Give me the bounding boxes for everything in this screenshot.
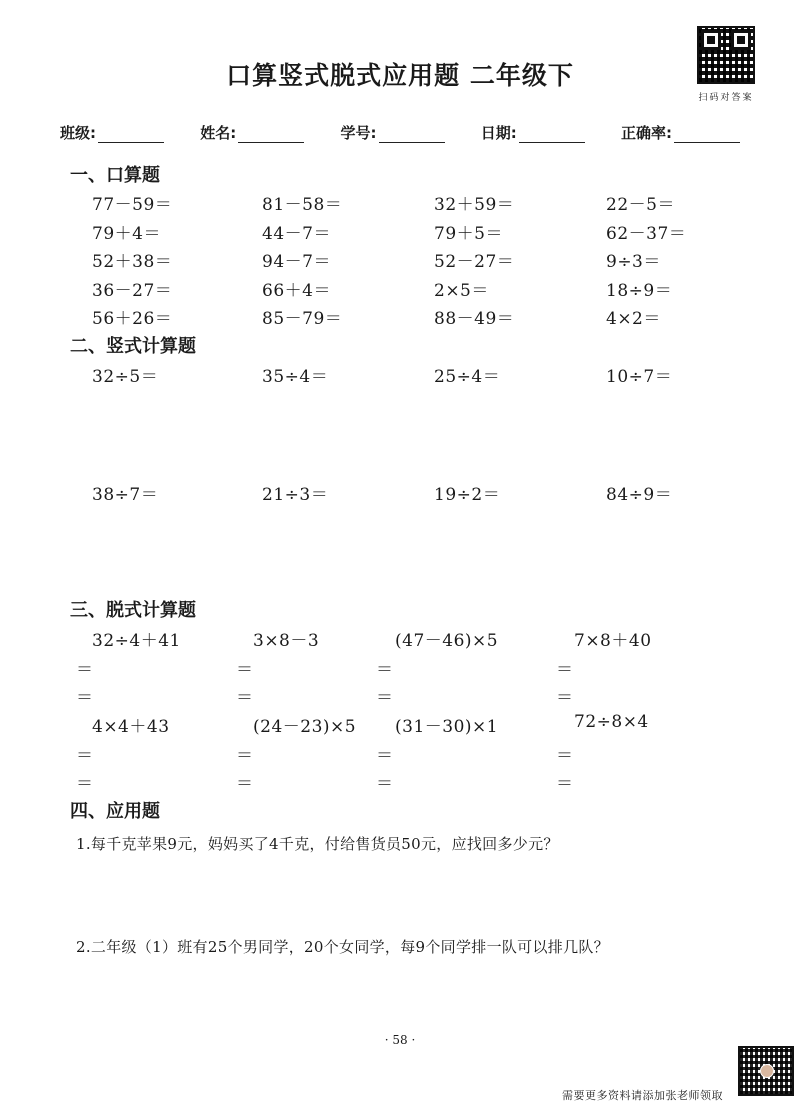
oral-problem: 88－49＝ — [434, 309, 515, 329]
equals-sign: ＝ — [376, 774, 393, 794]
oral-problem: 32＋59＝ — [434, 195, 515, 215]
vertical-problem: 19÷2＝ — [434, 485, 501, 505]
accuracy-field — [621, 122, 740, 143]
student-no-field — [341, 122, 445, 143]
section4-heading: 四、应用题 — [70, 801, 160, 822]
section1-heading: 一、口算题 — [70, 165, 160, 186]
class-field — [60, 122, 164, 143]
student-no-blank — [379, 126, 445, 143]
word-problem-2: 2.二年级（1）班有25个男同学，20个女同学，每9个同学排一队可以排几队？ — [76, 938, 609, 956]
oral-problem: 56＋26＝ — [92, 309, 173, 329]
student-info-row — [60, 122, 740, 143]
section3-heading: 三、脱式计算题 — [70, 600, 196, 621]
qr-caption: 扫码对答案 — [698, 93, 754, 103]
equals-sign: ＝ — [236, 660, 253, 680]
equals-sign: ＝ — [556, 746, 573, 766]
oral-problem: 9÷3＝ — [606, 252, 661, 272]
equals-sign: ＝ — [556, 688, 573, 708]
oral-problem: 94－7＝ — [262, 252, 331, 272]
accuracy-blank — [674, 126, 740, 143]
stepwise-problem: 72÷8×4 — [574, 712, 649, 732]
oral-problem: 79＋4＝ — [92, 224, 161, 244]
date-label: 日期: — [480, 124, 517, 142]
vertical-problem: 32÷5＝ — [92, 367, 159, 387]
vertical-problem: 10÷7＝ — [606, 367, 673, 387]
date-blank — [519, 126, 585, 143]
equals-sign: ＝ — [376, 688, 393, 708]
oral-problem: 81－58＝ — [262, 195, 343, 215]
oral-problem: 18÷9＝ — [606, 281, 673, 301]
stepwise-problem: 4×4＋43 — [92, 717, 170, 737]
oral-problem: 85－79＝ — [262, 309, 343, 329]
footer-note: 需要更多资料请添加张老师领取 — [562, 1089, 723, 1102]
class-blank — [98, 126, 164, 143]
oral-problem: 36－27＝ — [92, 281, 173, 301]
date-field — [481, 122, 585, 143]
avatar — [760, 1064, 774, 1078]
page-number: · 58 · — [384, 1033, 416, 1047]
answer-qr-block — [690, 26, 762, 103]
name-field — [200, 122, 304, 143]
equals-sign: ＝ — [236, 688, 253, 708]
oral-problem: 44－7＝ — [262, 224, 331, 244]
vertical-problem: 38÷7＝ — [92, 485, 159, 505]
oral-problem: 4×2＝ — [606, 309, 661, 329]
name-blank — [238, 126, 304, 143]
oral-problem: 66＋4＝ — [262, 281, 331, 301]
oral-problem: 79＋5＝ — [434, 224, 503, 244]
vertical-problem: 21÷3＝ — [262, 485, 329, 505]
accuracy-label: 正确率: — [621, 124, 672, 142]
oral-problem: 62－37＝ — [606, 224, 687, 244]
stepwise-problem: 3×8－3 — [253, 631, 320, 651]
page-title: 口算竖式脱式应用题 二年级下 — [226, 61, 574, 90]
vertical-problem: 25÷4＝ — [434, 367, 501, 387]
oral-problem: 52＋38＝ — [92, 252, 173, 272]
equals-sign: ＝ — [556, 774, 573, 794]
name-label: 姓名: — [200, 124, 237, 142]
oral-problem: 22－5＝ — [606, 195, 675, 215]
equals-sign: ＝ — [556, 660, 573, 680]
stepwise-problem: 32÷4＋41 — [92, 631, 181, 651]
oral-problem: 52－27＝ — [434, 252, 515, 272]
oral-problem: 2×5＝ — [434, 281, 489, 301]
section2-heading: 二、竖式计算题 — [70, 336, 196, 357]
stepwise-problem: (24－23)×5 — [253, 717, 357, 737]
equals-sign: ＝ — [376, 746, 393, 766]
equals-sign: ＝ — [76, 688, 93, 708]
word-problem-1: 1.每千克苹果9元，妈妈买了4千克，付给售货员50元，应找回多少元？ — [76, 835, 559, 853]
equals-sign: ＝ — [236, 774, 253, 794]
equals-sign: ＝ — [236, 746, 253, 766]
oral-problem: 77－59＝ — [92, 195, 173, 215]
teacher-qr-code-icon — [738, 1046, 794, 1096]
student-no-label: 学号: — [340, 124, 377, 142]
vertical-problem: 35÷4＝ — [262, 367, 329, 387]
stepwise-problem: 7×8＋40 — [574, 631, 652, 651]
class-label: 班级: — [60, 124, 96, 142]
equals-sign: ＝ — [76, 660, 93, 680]
stepwise-problem: (31－30)×1 — [395, 717, 499, 737]
qr-code-icon — [697, 26, 755, 84]
equals-sign: ＝ — [76, 774, 93, 794]
stepwise-problem: (47－46)×5 — [395, 631, 499, 651]
vertical-problem: 84÷9＝ — [606, 485, 673, 505]
equals-sign: ＝ — [376, 660, 393, 680]
equals-sign: ＝ — [76, 746, 93, 766]
